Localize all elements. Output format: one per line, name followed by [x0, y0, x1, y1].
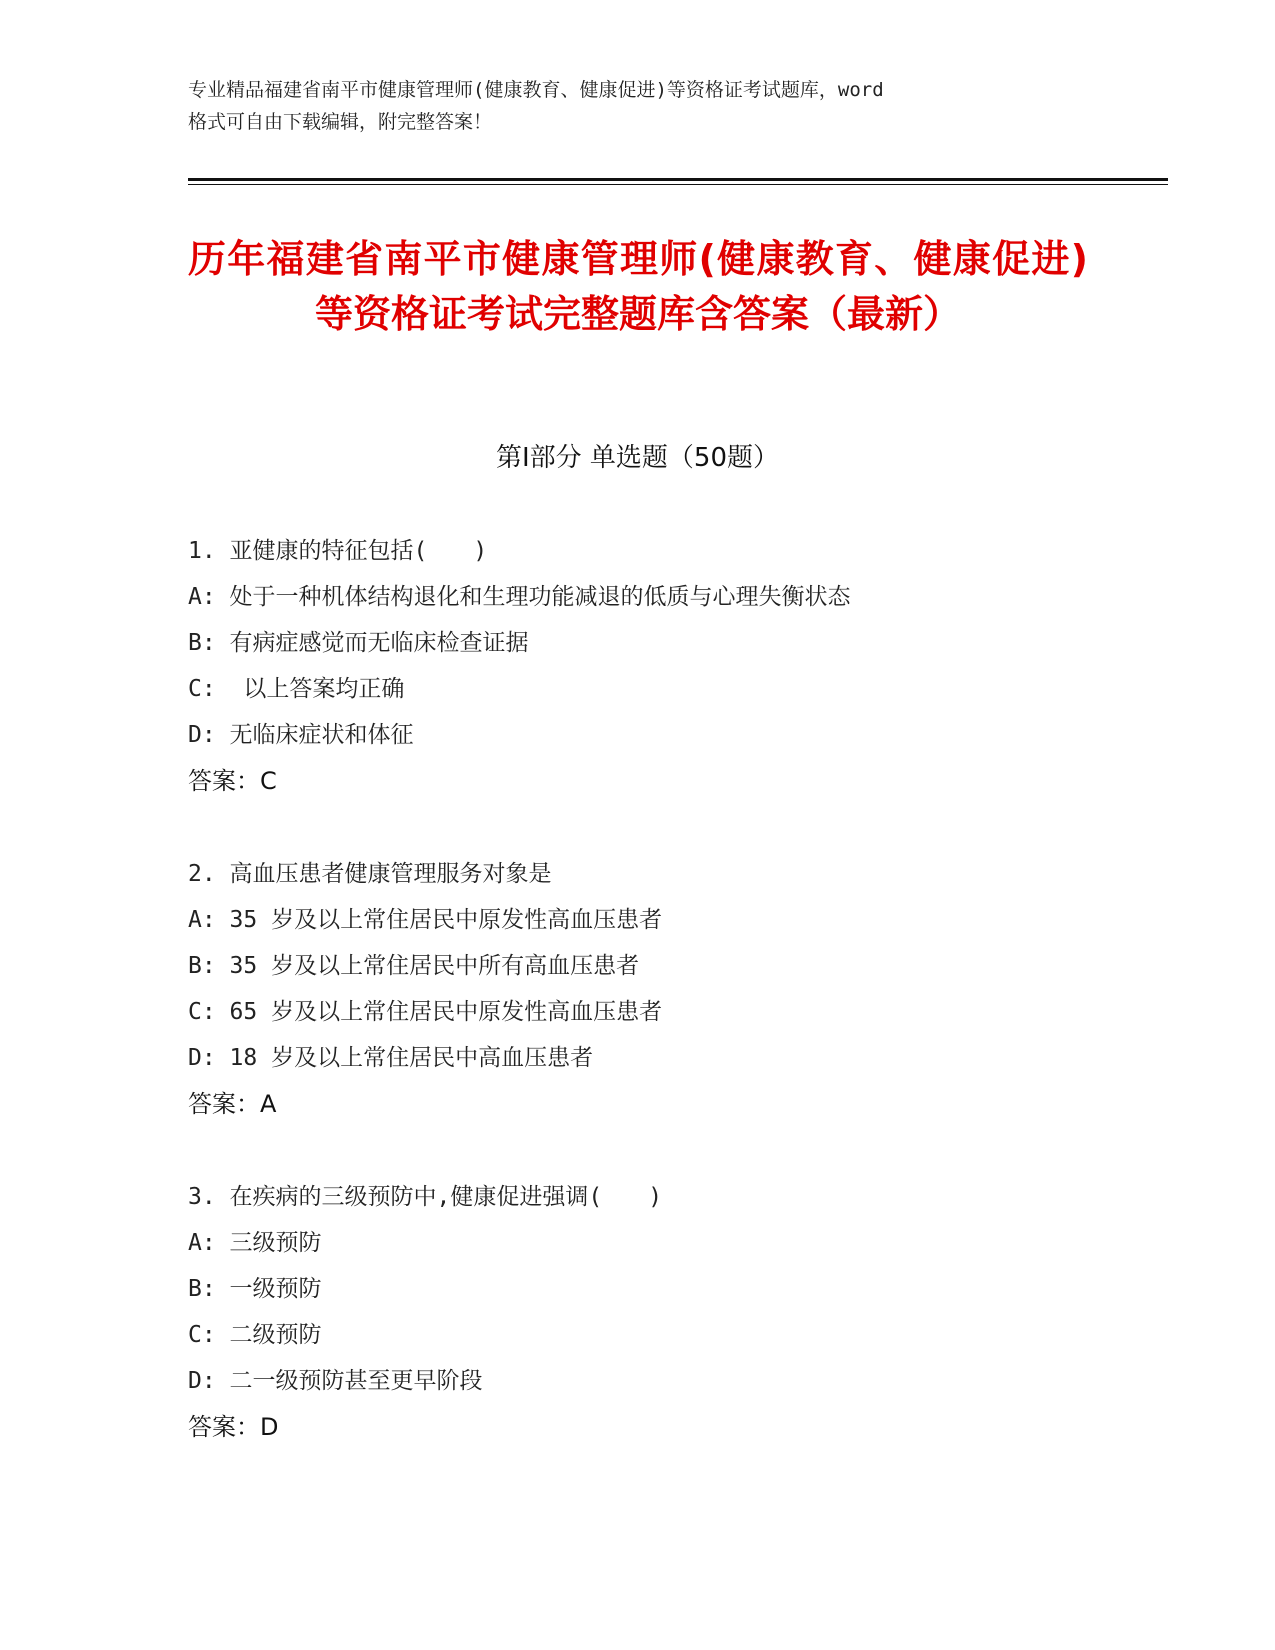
section-title: 第Ⅰ部分 单选题（50题） — [495, 443, 780, 473]
option-b: B: 一级预防 — [188, 1276, 322, 1302]
option-a: A: 35 岁及以上常住居民中原发性高血压患者 — [188, 907, 663, 933]
document-title: 历年福建省南平市健康管理师(健康教育、健康促进)等资格证考试完整题库含答案（最新） — [188, 237, 1088, 336]
question-item — [188, 1174, 1088, 1450]
option-d: D: 18 岁及以上常住居民中高血压患者 — [188, 1045, 594, 1071]
option-d: D: 二一级预防甚至更早阶段 — [188, 1368, 483, 1394]
option-b: B: 有病症感觉而无临床检查证据 — [188, 630, 529, 656]
question-stem: 3. 在疾病的三级预防中,健康促进强调( ) — [188, 1184, 663, 1210]
option-b: B: 35 岁及以上常住居民中所有高血压患者 — [188, 953, 640, 979]
question-list — [188, 528, 1088, 1497]
question-item — [188, 528, 1088, 804]
question-stem: 1. 亚健康的特征包括( ) — [188, 538, 488, 564]
option-c: C: 二级预防 — [188, 1322, 322, 1348]
question-item — [188, 851, 1088, 1127]
option-a: A: 三级预防 — [188, 1230, 322, 1256]
header-divider-thin — [188, 184, 1168, 185]
header-note — [188, 74, 1088, 138]
option-c: C: 65 岁及以上常住居民中原发性高血压患者 — [188, 999, 663, 1025]
header-note-line-2: 格式可自由下载编辑，附完整答案！ — [188, 111, 493, 133]
option-c: C: 以上答案均正确 — [188, 676, 405, 702]
header-note-line-1: 专业精品福建省南平市健康管理师(健康教育、健康促进)等资格证考试题库，word — [188, 79, 884, 101]
header-divider-thick — [188, 178, 1168, 181]
question-stem: 2. 高血压患者健康管理服务对象是 — [188, 861, 552, 887]
answer-line: 答案：D — [188, 1413, 279, 1441]
option-d: D: 无临床症状和体征 — [188, 722, 414, 748]
answer-line: 答案：A — [188, 1090, 277, 1118]
option-a: A: 处于一种机体结构退化和生理功能减退的低质与心理失衡状态 — [188, 584, 851, 610]
answer-line: 答案：C — [188, 767, 277, 795]
